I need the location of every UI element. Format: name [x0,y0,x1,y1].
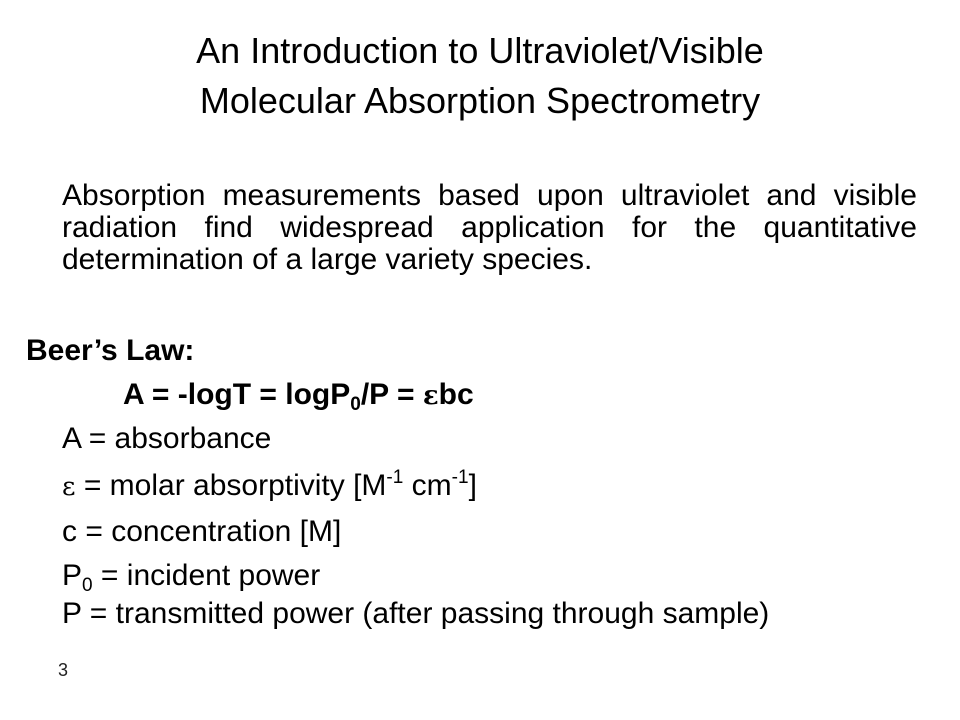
beers-law-equation [123,378,474,413]
bracket-close: ] [468,469,477,502]
intro-paragraph: Absorption measurements based upon ultraviolet and visible radiation find widespread application for the quantitative determination of a large variety species. [62,179,917,276]
equation-part-2: /P = [360,378,423,411]
definition-incident-power [62,559,321,596]
title-line-1: An Introduction to Ultraviolet/Visible [196,30,764,71]
title-line-2: Molecular Absorption Spectrometry [199,80,761,121]
molar-absorptivity-text: = molar absorptivity [M [75,469,387,502]
definition-molar-absorptivity [62,469,477,504]
equation-part-3: bc [438,378,474,411]
equation-part-1: A = -logT = logP [123,378,351,411]
incident-power-text: = incident power [92,559,321,592]
definition-concentration: c = concentration [M] [62,515,342,548]
beers-law-heading: Beer’s Law: [26,334,195,367]
page-number: 3 [58,660,69,680]
epsilon-symbol: ε [62,472,76,502]
epsilon-symbol: ε [422,381,439,411]
unit-cm: cm [403,469,452,502]
p0-symbol: P [62,559,83,592]
superscript-1: -1 [386,467,404,488]
superscript-2: -1 [451,467,469,488]
slide-title [60,26,900,126]
equation-subscript: 0 [350,394,361,415]
definition-transmitted-power: P = transmitted power (after passing through sample) [62,597,770,630]
definition-absorbance: A = absorbance [62,422,272,455]
p0-subscript: 0 [82,575,93,596]
